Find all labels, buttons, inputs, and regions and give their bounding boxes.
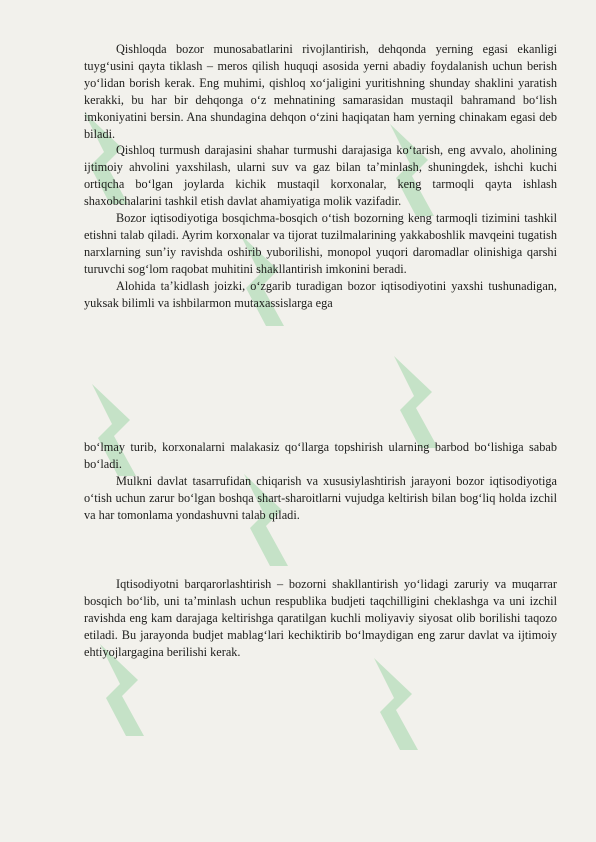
paragraph: Iqtisodiyotni barqarorlashtirish – bozorni shakllantirish yo‘lidagi zaruriy va muqarrar bosqich bo‘lib, uni ta’minlash uchun respublika budjeti taqchilligini cheklashga va uni izchil ravishda eng kam darajaga keltirishga qaratilgan kuchli moliyaviy siyosat olib borilishi taqozo etiladi. Bu jarayonda budjet mablag‘lari kechiktirib bo‘lmaydigan eng zarur davlat va ijtimoiy ehtiyojlargagina berilishi kerak.	[84, 577, 557, 659]
text-block-lower	[84, 576, 557, 661]
paragraph: Qishloqda bozor munosabatlarini rivojlantirish, dehqonda yerning egasi ekanligi tuyg‘usini qayta tiklash – meros qilish huquqi asosida yerni abadiy foydalanish uchun berish yo‘lidan borish kerak. Eng muhimi, qishloq xo‘jaligini yuritishning shunday shaklini yaratish kerakki, bu har bir dehqonga o‘z mehnatining samarasidan mustaqil bahramand bo‘lish imkoniyatini bersin. Ana shundagina dehqon o‘zini haqiqatan ham yerning chinakam egasi deb biladi.	[84, 42, 557, 141]
watermark-logo-icon	[366, 654, 426, 754]
paragraph: Qishloq turmush darajasini shahar turmushi darajasiga ko‘tarish, eng avvalo, aholining ijtimoiy ahvolini yaxshilash, ularni suv va gaz bilan ta’minlash, shuningdek, ishchi kuchi ortiqcha bo‘lgan joylarda kichik mustaqil korxonalar, keng tarmoqli qayta ishlash shaxobchalarini tashkil etish davlat ahamiyatiga molik vazifadir.	[84, 143, 557, 209]
paragraph: Mulkni davlat tasarrufidan chiqarish va xususiylashtirish jarayoni bozor iqtisodiyotiga o‘tish uchun zarur bo‘lgan boshqa shart-sharoitlarni vujudga keltirish bilan bog‘liq holda izchil va har tomonlama yondashuvni talab qiladi.	[84, 473, 557, 522]
paragraph: Alohida ta’kidlash joizki, o‘zgarib turadigan bozor iqtisodiyotini yaxshi tushunadigan, yuksak bilimli va ishbilarmon mutaxassislarga ega	[84, 278, 557, 310]
watermark-logo-icon	[386, 352, 446, 452]
paragraph: Bozor iqtisodiyotiga bosqichma-bosqich o‘tish bozorning keng tarmoqli tizimini tashkil etishni talab qiladi. Ayrim korxonalar va tijorat tuzilmalarining yakkaboshlik mavqeini tugatish narxlarning sun’iy ravishda oshirib yuborilishi, monopol yuqori daromadlar olinishiga qarshi turuvchi sog‘lom raqobat muhitini shakllantirish imkonini beradi.	[84, 211, 557, 276]
text-block-upper	[84, 41, 557, 312]
paragraph-continuation: bo‘lmay turib, korxonalarni malakasiz qo‘llarga topshirish ularning barbod bo‘lishiga sabab bo‘ladi.	[84, 440, 557, 471]
text-block-middle	[84, 439, 557, 524]
